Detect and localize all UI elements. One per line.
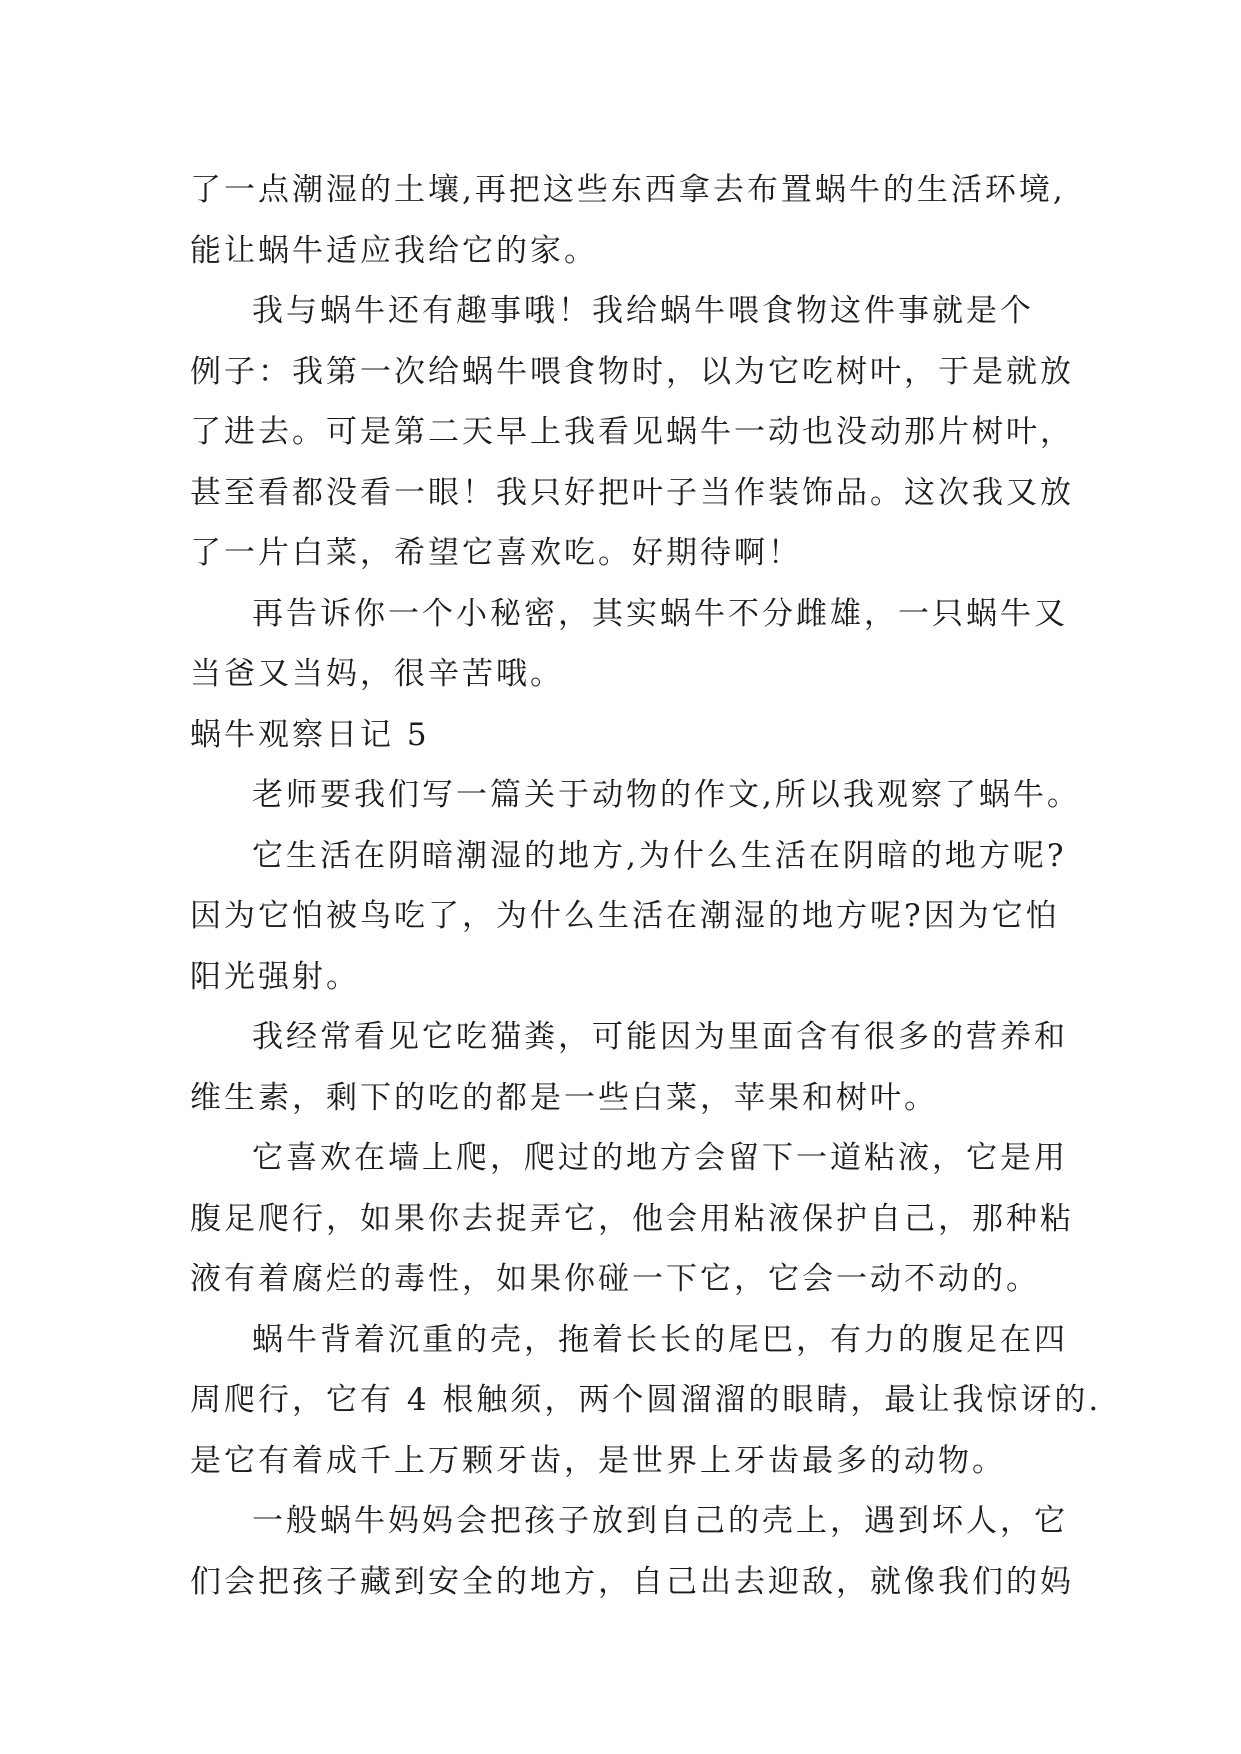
text-line: 是它有着成千上万颗牙齿，是世界上牙齿最多的动物。 (190, 1442, 1006, 1479)
text-line: 液有着腐烂的毒性，如果你碰一下它，它会一动不动的。 (190, 1261, 1040, 1297)
document-body (190, 160, 1102, 1612)
text-line: 甚至看都没看一眼！我只好把叶子当作装饰品。这次我又放 (190, 474, 1074, 511)
text-line: 了进去。可是第二天早上我看见蜗牛一动也没动那片树叶， (190, 414, 1074, 450)
text-line: 腹足爬行，如果你去捉弄它，他会用粘液保护自己，那种粘 (190, 1200, 1074, 1237)
text-line: 我经常看见它吃猫粪，可能因为里面含有很多的营养和 (252, 1019, 1068, 1055)
section-heading: 蜗牛观察日记 5 (190, 716, 430, 753)
text-line: 当爸又当妈，很辛苦哦。 (190, 656, 564, 692)
text-line: 蜗牛背着沉重的壳，拖着长长的尾巴，有力的腹足在四 (252, 1321, 1068, 1358)
text-line: 它生活在阴暗潮湿的地方,为什么生活在阴暗的地方呢? (252, 837, 1067, 874)
text-line: 因为它怕被鸟吃了，为什么生活在潮湿的地方呢?因为它怕 (190, 898, 1060, 934)
text-line: 老师要我们写一篇关于动物的作文,所以我观察了蜗牛。 (252, 777, 1081, 813)
text-line: 维生素，剩下的吃的都是一些白菜，苹果和树叶。 (190, 1079, 938, 1116)
text-line: 一般蜗牛妈妈会把孩子放到自己的壳上，遇到坏人，它 (252, 1503, 1068, 1539)
text-line: 们会把孩子藏到安全的地方，自己出去迎敌，就像我们的妈 (190, 1563, 1074, 1600)
text-line: 例子：我第一次给蜗牛喂食物时，以为它吃树叶，于是就放 (190, 353, 1074, 390)
text-line: 了一点潮湿的土壤,再把这些东西拿去布置蜗牛的生活环境, (190, 172, 1066, 208)
text-line: 周爬行，它有 4 根触须，两个圆溜溜的眼睛，最让我惊讶的. (190, 1382, 1102, 1418)
text-line: 了一片白菜，希望它喜欢吃。好期待啊！ (190, 535, 802, 571)
text-line: 能让蜗牛适应我给它的家。 (190, 232, 598, 269)
text-line: 我与蜗牛还有趣事哦！我给蜗牛喂食物这件事就是个 (252, 293, 1034, 329)
text-line: 它喜欢在墙上爬，爬过的地方会留下一道粘液，它是用 (252, 1140, 1068, 1176)
text-line: 阳光强射。 (190, 958, 360, 995)
text-line: 再告诉你一个小秘密，其实蜗牛不分雌雄，一只蜗牛又 (252, 595, 1068, 632)
